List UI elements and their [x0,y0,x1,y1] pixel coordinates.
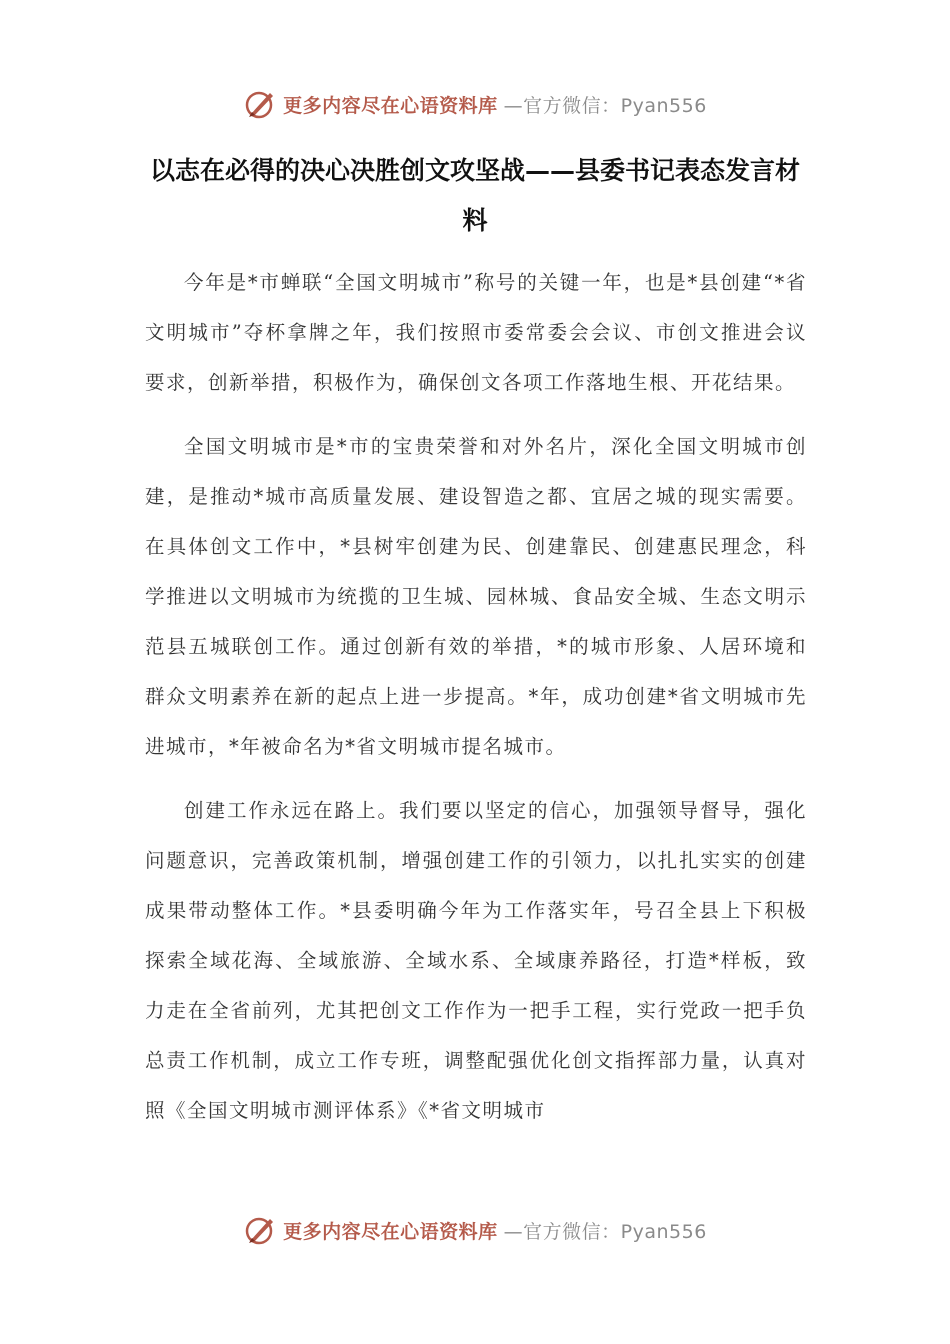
pen-quill-logo-icon [243,1213,277,1247]
paragraph-3: 创建工作永远在路上。我们要以坚定的信心，加强领导督导，强化问题意识，完善政策机制，增强创建工作的引领力，以扎扎实实的创建成果带动整体工作。*县委明确今年为工作落实年，号召全县上下积极探索全域花海、全域旅游、全域水系、全域康养路径，打造*样板，致力走在全省前列，尤其把创文工作作为一把手工程，实行党政一把手负总责工作机制，成立工作专班，调整配强优化创文指挥部力量，认真对照《全国文明城市测评体系》《*省文明城市 [145,799,807,1122]
document-body [145,258,807,1150]
header-watermark [0,84,950,124]
watermark-sub-text: —官方微信：Pyan556 [503,94,707,117]
watermark-main-text: 更多内容尽在心语资料库 [283,1220,498,1243]
footer-watermark [0,1210,950,1250]
pen-quill-logo-icon [243,87,277,121]
paragraph-2: 全国文明城市是*市的宝贵荣誉和对外名片，深化全国文明城市创建，是推动*城市高质量发展、建设智造之都、宜居之城的现实需要。在具体创文工作中，*县树牢创建为民、创建靠民、创建惠民理念，科学推进以文明城市为统揽的卫生城、园林城、食品安全城、生态文明示范县五城联创工作。通过创新有效的举措，*的城市形象、人居环境和群众文明素养在新的起点上进一步提高。*年，成功创建*省文明城市先进城市，*年被命名为*省文明城市提名城市。 [145,435,807,758]
document-title: 以志在必得的决心决胜创文攻坚战——县委书记表态发言材料 [149,156,800,235]
paragraph-1: 今年是*市蝉联“全国文明城市”称号的关键一年，也是*县创建“*省文明城市”夺杯拿牌之年，我们按照市委常委会会议、市创文推进会议要求，创新举措，积极作为，确保创文各项工作落地生根、开花结果。 [145,271,807,394]
watermark-sub-text: —官方微信：Pyan556 [503,1220,707,1243]
watermark-main-text: 更多内容尽在心语资料库 [283,94,498,117]
